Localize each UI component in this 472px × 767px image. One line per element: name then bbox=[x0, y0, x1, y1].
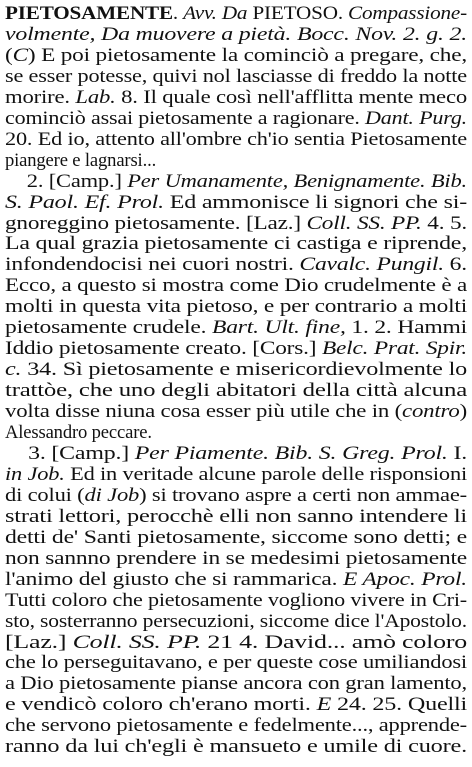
body-text: infondendocisi nei cuori nostri. bbox=[5, 254, 300, 276]
body-text: se esser potesse, quivi nol lasciasse di freddo la notte bbox=[5, 65, 467, 87]
body-text: 2. [Camp.] bbox=[5, 170, 128, 192]
body-text: Alessandro peccare. bbox=[5, 422, 152, 443]
body-text: [Laz.] bbox=[5, 631, 73, 653]
citation-text: Dant. Purg. bbox=[365, 107, 467, 129]
body-text: Tutti coloro che pietosamente vogliono vivere in Cri- bbox=[5, 589, 467, 611]
body-text: l'animo del giusto che si rammarica. bbox=[5, 568, 344, 590]
body-text: IETOSO bbox=[264, 3, 338, 24]
body-text: morire. bbox=[5, 86, 76, 108]
citation-text: in Job. bbox=[5, 463, 65, 485]
body-text: ranno da lui ch'egli è mansueto e umile di cuore. bbox=[5, 736, 468, 758]
body-text: I. bbox=[447, 442, 467, 464]
citation-text: di Job bbox=[84, 484, 140, 506]
body-text: pietosamente crudele. bbox=[5, 317, 213, 339]
headword: PIETOSAMENTE bbox=[5, 3, 173, 24]
citation-text: Avv. Da bbox=[183, 3, 248, 24]
body-text: ( bbox=[5, 44, 13, 66]
body-text: 4. 5. bbox=[421, 212, 467, 234]
body-text: 20. Ed io, attento all'ombre ch'io sentia Pietosamente bbox=[5, 128, 467, 150]
body-text: che servono pietosamente e fedelmente..., apprende- bbox=[5, 715, 467, 737]
body-text: detti de' Santi pietosamente, siccome sono detti; e bbox=[5, 526, 467, 548]
body-text: non sannno prendere in se medesimi pietosamente bbox=[5, 547, 467, 569]
body-text: 34. Sì pietosamente e misericordievolmente lo bbox=[21, 359, 467, 381]
body-text: 8. Il quale così nell'afflitta mente meco bbox=[115, 86, 467, 108]
body-text: . bbox=[337, 3, 349, 24]
body-text: Ecco, a questo si mostra come Dio crudelmente è a bbox=[5, 275, 468, 297]
body-text: Iddio pietosamente creato. [Cors.] bbox=[5, 338, 322, 360]
body-text: trattòe, che uno degli abitatori della città alcuna bbox=[5, 380, 467, 402]
body-text: . bbox=[172, 3, 184, 24]
citation-text: E Apoc. Prol. bbox=[343, 568, 467, 590]
citation-text: Coll. SS. PP. bbox=[72, 631, 202, 653]
body-text: P bbox=[247, 3, 265, 24]
body-text: a Dio pietosamente pianse ancora con gran lamento, bbox=[5, 673, 467, 695]
body-text: 24. 25. Quelli bbox=[331, 694, 467, 716]
citation-text: S. Paol. Ef. Prol. bbox=[5, 191, 164, 213]
citation-text: C bbox=[12, 44, 28, 66]
entry-line bbox=[5, 735, 472, 759]
citation-text: E bbox=[316, 694, 332, 716]
body-text: 6. bbox=[443, 254, 467, 276]
citation-text: volmente, Da muovere a pietà. Bocc. Nov. 2. g. 2. bbox=[5, 23, 467, 45]
body-text: sto, sosterranno persecuzioni, siccome dice l'Apostolo. bbox=[5, 610, 467, 632]
citation-text: contro bbox=[402, 401, 460, 423]
body-text: piangere e lagnarsi... bbox=[5, 149, 157, 171]
body-text: strati lettori, perocchè elli non sanno intendere li bbox=[5, 505, 467, 527]
body-text: e vendicò coloro ch'erano morti. bbox=[5, 694, 317, 716]
body-text: 21 4. David... amò coloro bbox=[201, 631, 467, 653]
citation-text: c. bbox=[5, 359, 22, 381]
citation-text: Per Umanamente, Benignamente. Bib. bbox=[127, 170, 468, 192]
body-text: cominciò assai pietosamente a ragionare. bbox=[5, 107, 366, 129]
body-text: La qual grazia pietosamente ci castiga e riprende, bbox=[5, 233, 468, 255]
body-text: gnoreggino pietosamente. [Laz.] bbox=[5, 212, 307, 234]
body-text: ) bbox=[459, 401, 467, 423]
dictionary-entry bbox=[5, 2, 467, 765]
citation-text: Compassione- bbox=[348, 3, 467, 24]
body-text: Ed in veritade alcune parole delle risponsioni bbox=[64, 463, 467, 485]
body-text: Ed ammonisce li signori che si- bbox=[163, 191, 467, 213]
citation-text: Coll. SS. PP. bbox=[306, 212, 422, 234]
citation-text: Cavalc. Pungil. bbox=[299, 254, 444, 276]
citation-text: Belc. Prat. Spir. bbox=[321, 338, 467, 360]
citation-text: Bart. Ult. fine, bbox=[212, 317, 346, 339]
body-text: che lo perseguitavano, e per queste cose umiliandosi bbox=[5, 652, 467, 674]
body-text: ) E poi pietosamente la cominciò a pregare, che, bbox=[27, 44, 468, 66]
body-text: ) si trovano aspre a certi non ammae- bbox=[139, 484, 467, 506]
body-text: molti in questa vita pietoso, e per contrario a molti bbox=[5, 296, 468, 318]
citation-text: Per Piamente. Bib. S. Greg. Prol. bbox=[134, 442, 448, 464]
body-text: 1. 2. Hammi bbox=[345, 317, 468, 339]
body-text: volta disse niuna cosa esser più utile che in ( bbox=[5, 401, 403, 423]
citation-text: Lab. bbox=[75, 86, 116, 108]
body-text: di colui ( bbox=[5, 484, 85, 506]
body-text: 3. [Camp.] bbox=[5, 442, 135, 464]
